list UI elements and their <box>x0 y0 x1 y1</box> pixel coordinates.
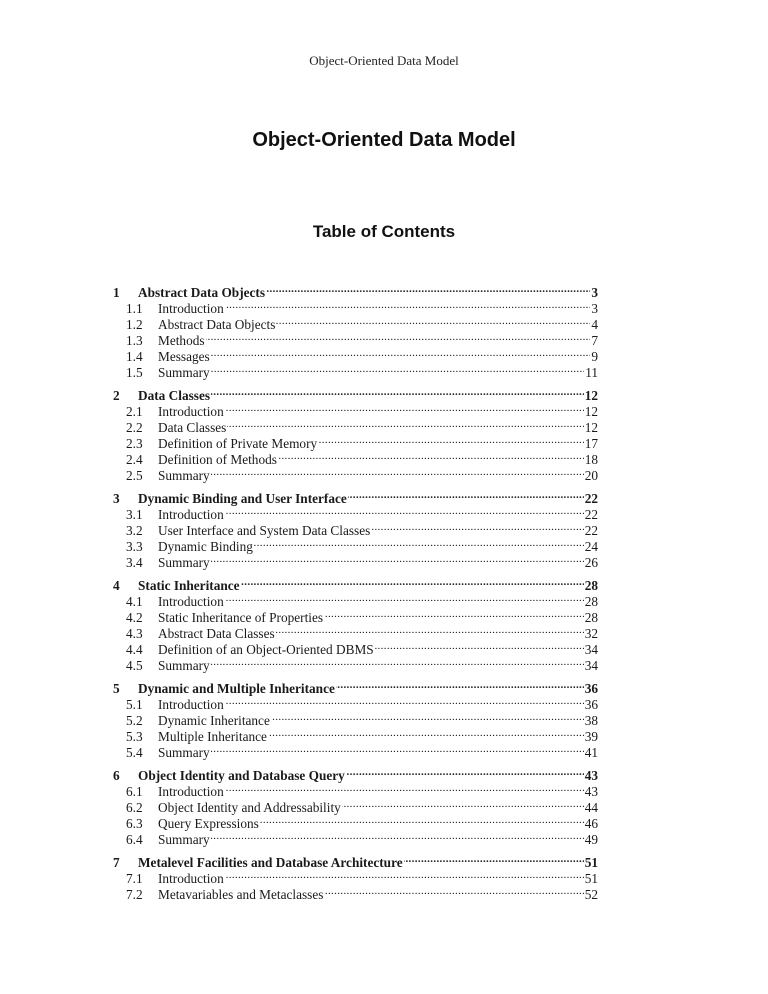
chapter-page-number: 51 <box>584 855 598 870</box>
section-number: 3.4 <box>126 555 143 570</box>
section-title: Definition of Methods <box>158 452 277 467</box>
section-number: 3.2 <box>126 523 143 538</box>
chapter-page-number: 36 <box>584 681 598 696</box>
section-title: Summary <box>158 365 210 380</box>
toc-chapter-entry[interactable] <box>110 677 598 696</box>
dot-leader <box>211 741 584 757</box>
chapter-title: Object Identity and Database Query <box>138 768 345 783</box>
section-list <box>110 693 598 760</box>
document-title: Object-Oriented Data Model <box>252 129 516 151</box>
toc-chapter-entry[interactable] <box>110 851 598 870</box>
section-page-number: 22 <box>584 507 598 522</box>
section-page-number: 9 <box>591 349 598 364</box>
dot-leader <box>211 361 584 377</box>
section-title: Introduction <box>158 594 224 609</box>
section-number: 4.2 <box>126 610 143 625</box>
dot-leader <box>348 487 584 503</box>
section-number: 6.3 <box>126 816 143 831</box>
toc-heading: Table of Contents <box>312 222 456 241</box>
toc-chapter-entry[interactable] <box>110 574 598 593</box>
section-page-number: 32 <box>584 626 598 641</box>
section-list <box>110 503 598 570</box>
dot-leader <box>268 725 584 741</box>
section-page-number: 46 <box>584 816 598 831</box>
dot-leader <box>336 677 584 693</box>
section-page-number: 44 <box>584 800 598 815</box>
chapter-number: 7 <box>113 855 120 870</box>
dot-leader <box>324 606 584 622</box>
section-number: 3.3 <box>126 539 143 554</box>
toc-chapter <box>110 487 598 570</box>
section-number: 5.3 <box>126 729 143 744</box>
table-of-contents <box>110 281 598 906</box>
section-number: 2.5 <box>126 468 143 483</box>
section-page-number: 18 <box>584 452 598 467</box>
chapter-number: 5 <box>113 681 120 696</box>
section-number: 5.4 <box>126 745 143 760</box>
section-page-number: 7 <box>591 333 598 348</box>
dot-leader <box>211 345 591 361</box>
dot-leader <box>278 448 584 464</box>
toc-chapter <box>110 281 598 380</box>
dot-leader <box>324 883 583 899</box>
running-header: Object-Oriented Data Model <box>309 53 459 68</box>
dot-leader <box>260 812 584 828</box>
section-number: 6.2 <box>126 800 143 815</box>
dot-leader <box>211 654 584 670</box>
section-number: 4.3 <box>126 626 143 641</box>
chapter-page-number: 12 <box>584 388 598 403</box>
dot-leader <box>318 432 584 448</box>
dot-leader <box>225 867 584 883</box>
section-title: Multiple Inheritance <box>158 729 267 744</box>
section-title: Object Identity and Addressability <box>158 800 341 815</box>
section-number: 4.5 <box>126 658 143 673</box>
chapter-number: 3 <box>113 491 120 506</box>
chapter-title: Static Inheritance <box>138 578 240 593</box>
section-page-number: 34 <box>584 642 598 657</box>
section-page-number: 49 <box>584 832 598 847</box>
toc-chapter <box>110 851 598 902</box>
section-list <box>110 400 598 483</box>
toc-chapter-entry[interactable] <box>110 764 598 783</box>
toc-chapter <box>110 764 598 847</box>
dot-leader <box>241 574 584 590</box>
dot-leader <box>225 400 584 416</box>
toc-chapter-entry[interactable] <box>110 487 598 506</box>
section-page-number: 28 <box>584 610 598 625</box>
section-number: 2.3 <box>126 436 143 451</box>
section-number: 3.1 <box>126 507 143 522</box>
section-title: Abstract Data Objects <box>158 317 276 332</box>
section-number: 1.2 <box>126 317 143 332</box>
section-title: Introduction <box>158 301 224 316</box>
section-title: User Interface and System Data Classes <box>158 523 371 538</box>
section-page-number: 38 <box>584 713 598 728</box>
chapter-title: Dynamic Binding and User Interface <box>138 491 347 506</box>
section-title: Data Classes <box>158 420 227 435</box>
dot-leader <box>375 638 584 654</box>
dot-leader <box>211 464 584 480</box>
section-page-number: 11 <box>585 365 598 380</box>
section-title: Summary <box>158 658 210 673</box>
dot-leader <box>271 709 584 725</box>
section-number: 5.2 <box>126 713 143 728</box>
section-title: Abstract Data Classes <box>158 626 275 641</box>
dot-leader <box>211 384 584 400</box>
chapter-page-number: 43 <box>584 768 598 783</box>
section-number: 1.4 <box>126 349 143 364</box>
section-list <box>110 780 598 847</box>
chapter-number: 1 <box>113 285 120 300</box>
section-title: Introduction <box>158 404 224 419</box>
section-title: Summary <box>158 555 210 570</box>
section-page-number: 52 <box>584 887 598 902</box>
dot-leader <box>371 519 583 535</box>
toc-chapter-entry[interactable] <box>110 281 598 300</box>
section-number: 6.1 <box>126 784 143 799</box>
chapter-number: 4 <box>113 578 120 593</box>
section-page-number: 17 <box>584 436 598 451</box>
section-number: 2.2 <box>126 420 143 435</box>
section-list <box>110 297 598 380</box>
section-page-number: 4 <box>591 317 598 332</box>
section-title: Summary <box>158 832 210 847</box>
section-page-number: 39 <box>584 729 598 744</box>
section-title: Static Inheritance of Properties <box>158 610 324 625</box>
section-title: Query Expressions <box>158 816 259 831</box>
section-page-number: 24 <box>584 539 598 554</box>
section-page-number: 22 <box>584 523 598 538</box>
dot-leader <box>225 297 591 313</box>
section-number: 2.1 <box>126 404 143 419</box>
section-page-number: 43 <box>584 784 598 799</box>
dot-leader <box>254 535 584 551</box>
section-page-number: 51 <box>584 871 598 886</box>
section-title: Dynamic Binding <box>158 539 253 554</box>
section-page-number: 34 <box>584 658 598 673</box>
chapter-title: Dynamic and Multiple Inheritance <box>138 681 335 696</box>
dot-leader <box>211 551 584 567</box>
section-title: Metavariables and Metaclasses <box>158 887 324 902</box>
section-number: 4.1 <box>126 594 143 609</box>
section-page-number: 26 <box>584 555 598 570</box>
dot-leader <box>211 828 584 844</box>
chapter-title: Data Classes <box>138 388 211 403</box>
section-title: Introduction <box>158 871 224 886</box>
section-page-number: 28 <box>584 594 598 609</box>
toc-chapter <box>110 384 598 483</box>
section-title: Methods <box>158 333 205 348</box>
section-number: 1.1 <box>126 301 143 316</box>
dot-leader <box>225 780 584 796</box>
section-page-number: 36 <box>584 697 598 712</box>
dot-leader <box>227 416 583 432</box>
section-title: Introduction <box>158 784 224 799</box>
toc-chapter <box>110 574 598 673</box>
section-page-number: 12 <box>584 404 598 419</box>
chapter-page-number: 28 <box>584 578 598 593</box>
dot-leader <box>276 622 584 638</box>
section-page-number: 3 <box>591 301 598 316</box>
chapter-page-number: 22 <box>584 491 598 506</box>
dot-leader <box>346 764 584 780</box>
section-title: Definition of Private Memory <box>158 436 318 451</box>
section-title: Definition of an Object-Oriented DBMS <box>158 642 374 657</box>
section-title: Introduction <box>158 507 224 522</box>
dot-leader <box>276 313 590 329</box>
section-number: 1.3 <box>126 333 143 348</box>
dot-leader <box>225 503 584 519</box>
toc-chapter-entry[interactable] <box>110 384 598 403</box>
section-title: Introduction <box>158 697 224 712</box>
section-number: 4.4 <box>126 642 143 657</box>
section-number: 7.1 <box>126 871 143 886</box>
dot-leader <box>225 590 584 606</box>
dot-leader <box>206 329 591 345</box>
chapter-title: Metalevel Facilities and Database Architecture <box>138 855 403 870</box>
section-list <box>110 867 598 902</box>
section-number: 6.4 <box>126 832 143 847</box>
section-title: Summary <box>158 745 210 760</box>
section-title: Dynamic Inheritance <box>158 713 270 728</box>
toc-chapter <box>110 677 598 760</box>
section-number: 1.5 <box>126 365 143 380</box>
chapter-title: Abstract Data Objects <box>138 285 266 300</box>
dot-leader <box>342 796 584 812</box>
section-page-number: 20 <box>584 468 598 483</box>
section-number: 5.1 <box>126 697 143 712</box>
section-page-number: 12 <box>584 420 598 435</box>
dot-leader <box>404 851 584 867</box>
chapter-page-number: 3 <box>591 285 598 300</box>
dot-leader <box>266 281 590 297</box>
chapter-number: 2 <box>113 388 120 403</box>
section-title: Summary <box>158 468 210 483</box>
section-list <box>110 590 598 673</box>
section-number: 2.4 <box>126 452 143 467</box>
section-title: Messages <box>158 349 210 364</box>
section-page-number: 41 <box>584 745 598 760</box>
chapter-number: 6 <box>113 768 120 783</box>
dot-leader <box>225 693 584 709</box>
section-number: 7.2 <box>126 887 143 902</box>
